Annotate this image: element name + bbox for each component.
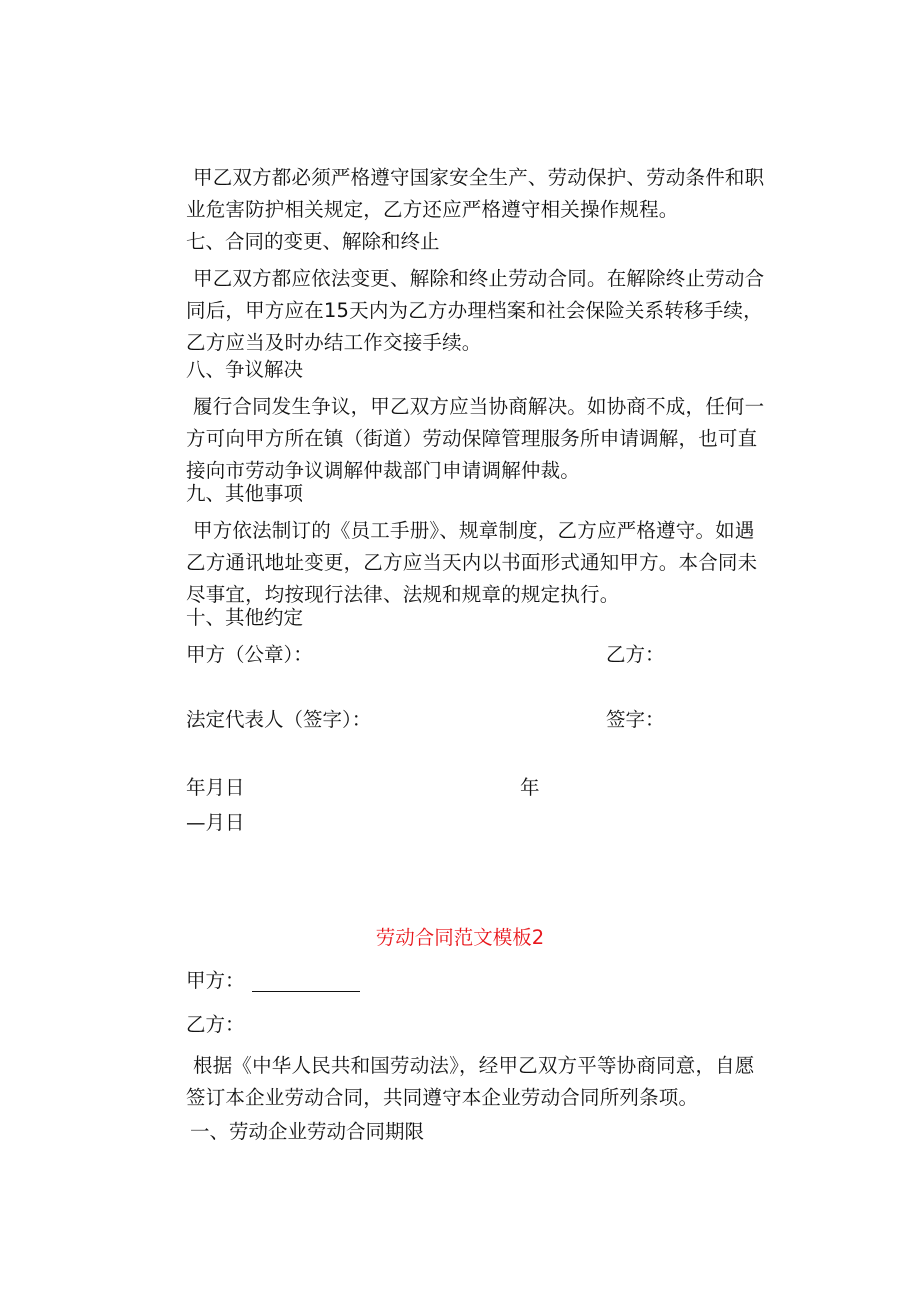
paragraph-section-7: 甲乙双方都应依法变更、解除和终止劳动合同。在解除终止劳动合同后，甲方应在15天内为乙方办理档案和社会保险关系转移手续，乙方应当及时办结工作交接手续。 xyxy=(186,267,765,354)
party-a-seal-label: 甲方（公章）： xyxy=(186,643,313,666)
date-right-year-label: 年 xyxy=(520,776,540,799)
party-a-blank-line xyxy=(252,991,360,992)
template-2-party-b-label: 乙方： xyxy=(186,1013,245,1036)
template-2-heading-1: 一、劳动企业劳动合同期限 xyxy=(190,1120,425,1143)
template-2-title: 劳动合同范文模板2 xyxy=(375,926,545,949)
template-2-intro-paragraph: 根据《中华人民共和国劳动法》，经甲乙双方平等协商同意，自愿签订本企业劳动合同，共同遵守本企业劳动合同所列条项。 xyxy=(186,1054,755,1109)
heading-section-9: 九、其他事项 xyxy=(186,482,304,505)
heading-section-7: 七、合同的变更、解除和终止 xyxy=(186,230,440,253)
date-left-label: 年月日 xyxy=(186,776,245,799)
heading-section-8: 八、争议解决 xyxy=(186,358,304,381)
party-b-signature-label: 签字： xyxy=(606,708,665,731)
paragraph-safety: 甲乙双方都必须严格遵守国家安全生产、劳动保护、劳动条件和职业危害防护相关规定，乙方还应严格遵守相关操作规程。 xyxy=(186,166,765,221)
paragraph-section-8: 履行合同发生争议，甲乙双方应当协商解决。如协商不成，任何一方可向甲方所在镇（街道）劳动保障管理服务所申请调解，也可直接向市劳动争议调解仲裁部门申请调解仲裁。 xyxy=(186,395,765,482)
heading-section-10: 十、其他约定 xyxy=(186,606,304,629)
legal-representative-label: 法定代表人（签字）： xyxy=(186,708,372,731)
template-2-party-a-label: 甲方： xyxy=(186,969,245,992)
paragraph-section-9: 甲方依法制订的《员工手册》、规章制度，乙方应严格遵守。如遇乙方通讯地址变更，乙方应当天内以书面形式通知甲方。本合同未尽事宜，均按现行法律、法规和规章的规定执行。 xyxy=(186,519,758,606)
date-right-month-day-label: —月日 xyxy=(186,811,245,834)
party-b-label: 乙方： xyxy=(606,643,665,666)
